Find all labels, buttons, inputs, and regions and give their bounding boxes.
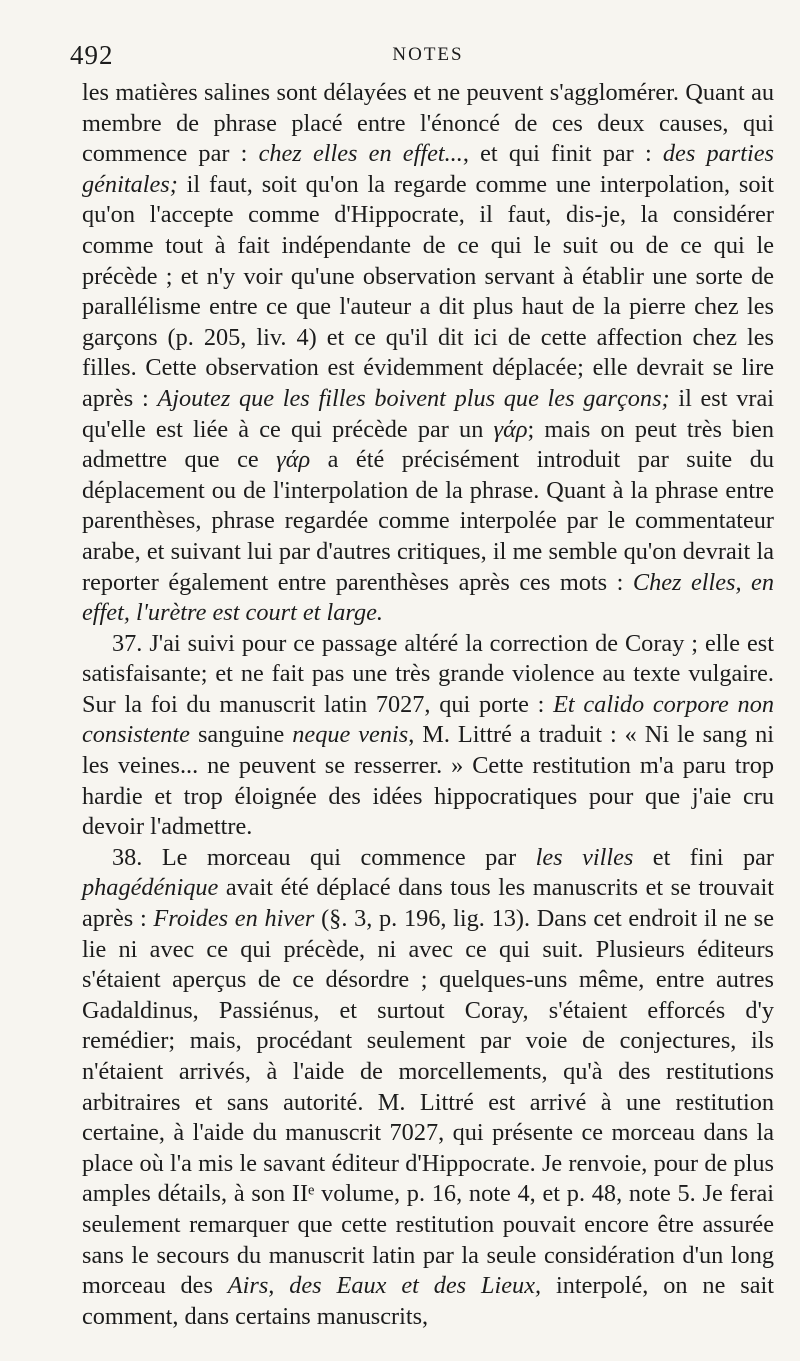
text-segment: il faut, soit qu'on la regarde comme une interpolation, soit qu'on l'accepte comme d'Hippocrate, il faut, dis-je, la considérer comme tout à fait indépendante de ce qui le suit ou de ce qui le précède ; et n'y voir qu'une observation servant à établir une sorte de parallélisme entre ce que l'auteur a dit plus haut de la pierre chez les garçons (p. 205, liv. 4) et ce qu'il dit ici de cette affection chez les filles. Cette observation est évidemment déplacée; elle devrait se lire après : bbox=[82, 170, 774, 412]
italic-segment: Airs, des Eaux et des Lieux, bbox=[227, 1272, 542, 1300]
note-37 bbox=[82, 629, 774, 843]
greek-word: γάρ bbox=[276, 446, 311, 474]
page-header bbox=[70, 38, 774, 78]
page-number: 492 bbox=[70, 40, 114, 70]
text-segment: les matières salines sont délayées et ne peuvent s'agglomérer. Quant au membre de phrase placé entre l'énoncé de ces deux causes, qui commence par : bbox=[82, 79, 774, 168]
italic-segment: Chez elles, en effet, l'urètre est court et large. bbox=[82, 568, 774, 627]
text-segment: sanguine bbox=[189, 721, 293, 749]
text-segment: il est vrai qu'elle est liée à ce qui précède par un bbox=[82, 384, 774, 443]
text-segment: interpolé, on ne sait comment, dans certains manuscrits, bbox=[82, 1272, 774, 1330]
text-segment: (§. 3, p. 196, lig. 13). Dans cet endroit il ne se lie ni avec ce qui précède, ni avec ce qui suit. Plusieurs éditeurs s'étaient aperçus de ce désordre ; quelques-uns même, entre autres Gadaldinus, Passiénus, et surtout Coray, s'étaient efforcés d'y remédier; mais, procédant seulement par voie de conjectures, ils n'étaient arrivés, à l'aide de morcellements, qu'à des restitutions arbitraires et sans autorité. M. Littré est arrivé à une restitution certaine, à l'aide du manuscrit 7027, qui présente ce morceau dans la place où l'a mis le savant éditeur d'Hippocrate. Je renvoie, pour de plus amples détails, à son IIᵉ volume, p. 16, note 4, et p. 48, note 5. Je ferai seulement remarquer que cette restitution pouvait encore être assurée sans le secours du manuscrit latin par la seule considération d'un long morceau des bbox=[82, 905, 775, 1300]
italic-segment: des parties génitales; bbox=[82, 140, 774, 198]
italic-segment: phagédénique bbox=[82, 874, 219, 902]
paragraph-continuation bbox=[82, 78, 774, 629]
text-segment: , M. Littré a traduit : « Ni le sang ni les veines... ne peuvent se resserrer. » Cette restitution m'a paru trop hardie et trop éloignée des idées hippocratiques pour que j'aie cru devoir l'admettre. bbox=[82, 721, 774, 841]
text-segment: ; mais on peut très bien admettre que ce bbox=[82, 415, 774, 474]
body-text bbox=[82, 78, 774, 1332]
running-title: NOTES bbox=[392, 44, 464, 65]
note-38 bbox=[82, 843, 774, 1333]
italic-segment: les villes bbox=[535, 843, 634, 871]
text-segment: a été précisément introduit par suite du déplacement ou de l'interpolation de la phrase. Quant à la phrase entre parenthèses, phrase regardée comme interpolée par le commentateur arabe, et suivant lui par d'autres critiques, il me semble qu'on devrait la reporter également entre parenthèses après ces mots : bbox=[82, 446, 774, 596]
text-segment: et fini par bbox=[633, 843, 774, 871]
text-segment: avait été déplacé dans tous les manuscrits et se trouvait après : bbox=[82, 874, 774, 933]
italic-segment: Ajoutez que les filles boivent plus que les garçons; bbox=[157, 384, 670, 412]
greek-word: γάρ bbox=[493, 415, 528, 443]
italic-segment: Froides en hiver bbox=[153, 905, 315, 933]
italic-segment: Et calido corpore non consistente bbox=[82, 690, 775, 749]
text-segment: 37. J'ai suivi pour ce passage altéré la correction de Coray ; elle est satisfaisante; et ne fait pas une très grande violence au texte vulgaire. Sur la foi du manuscrit latin 7027, qui porte : bbox=[82, 629, 774, 718]
italic-segment: neque venis bbox=[292, 721, 409, 749]
italic-segment: chez elles en effet... bbox=[258, 140, 463, 168]
text-segment: , et qui finit par : bbox=[462, 140, 663, 168]
text-segment: 38. Le morceau qui commence par bbox=[112, 843, 536, 871]
